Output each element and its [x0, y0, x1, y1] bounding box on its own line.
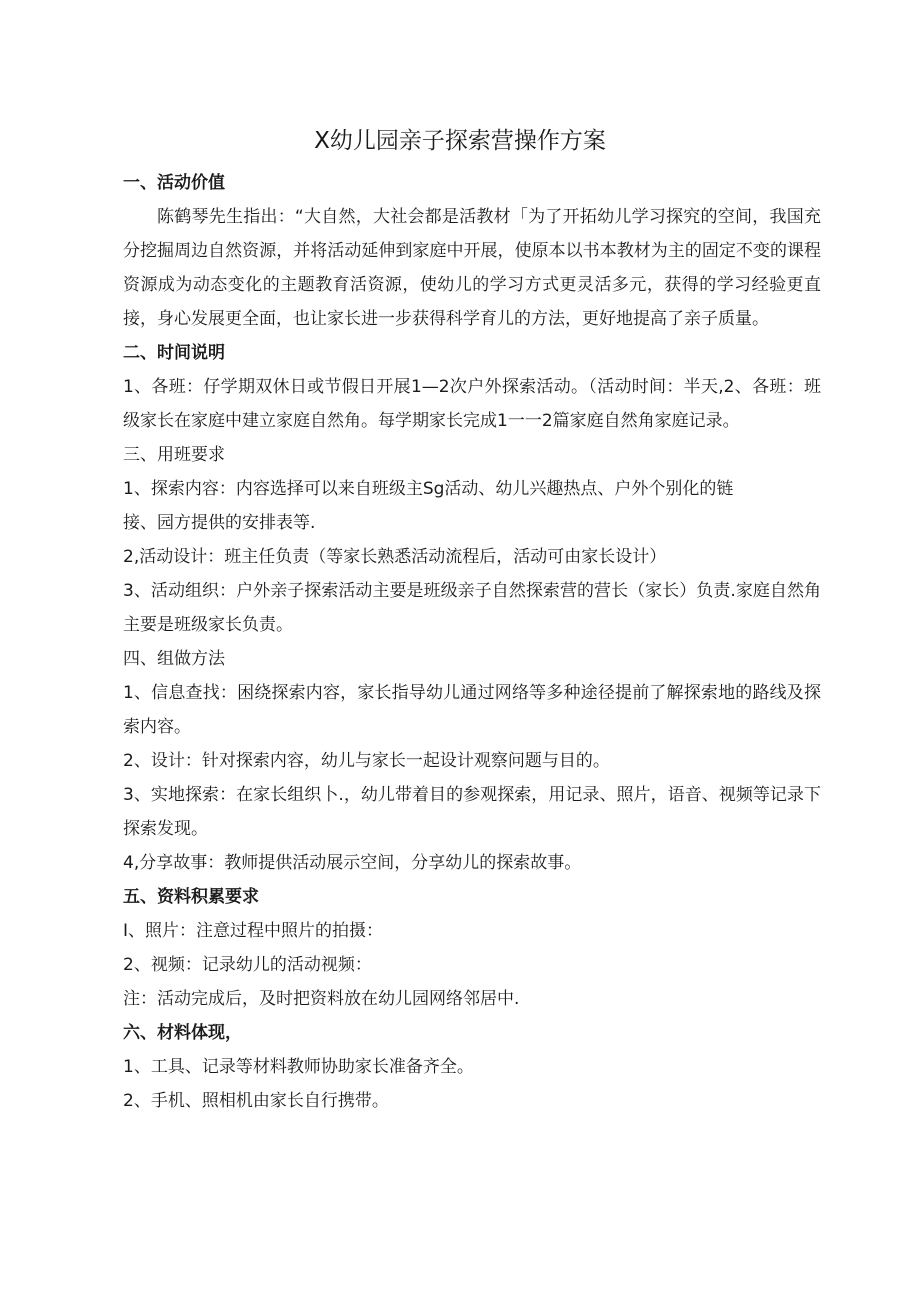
paragraph: 2,活动设计：班主任负责（等家长熟悉活动流程后，活动可由家长设计） [123, 547, 667, 567]
section-activity-value [123, 166, 821, 336]
paragraph-block [123, 914, 821, 1016]
paragraph: 3、实地探索：在家长组织卜.，幼儿带着目的参观探索，用记录、照片，语音、视频等记录下探索发现。 [123, 785, 821, 839]
paragraph-block [123, 1050, 821, 1118]
paragraph: 注：活动完成后，及时把资料放在幼儿园网络邻居中. [123, 989, 520, 1009]
section-materials [123, 1016, 821, 1118]
paragraph-block [123, 370, 821, 438]
section-class-requirements [123, 438, 821, 642]
paragraph: 接、园方提供的安排表等. [123, 513, 316, 533]
section-material-accumulation [123, 880, 821, 1016]
paragraph-block [123, 472, 821, 642]
section-heading: 五、资料积累要求 [123, 887, 259, 907]
paragraph: 1、工具、记录等材料教师协助家长准备齐全。 [123, 1057, 474, 1077]
paragraph-block [123, 200, 821, 336]
section-heading: 三、用班要求 [123, 445, 225, 465]
section-time-description [123, 336, 821, 438]
paragraph-block [123, 676, 821, 880]
paragraph: 1、各班：仔学期双休日或节假日开展1—2次户外探索活动。（活动时间：半天,2、各班：班级家长在家庭中建立家庭自然角。每学期家长完成1一一2篇家庭自然角家庭记录。 [123, 377, 821, 431]
section-heading: 四、组做方法 [123, 649, 225, 669]
section-heading: 六、材料体现， [123, 1023, 242, 1043]
section-heading: 二、时间说明 [123, 343, 225, 363]
paragraph: I、照片：注意过程中照片的拍摄： [123, 921, 384, 941]
paragraph: 陈鹤琴先生指出：“大自然，大社会都是活教材「为了开拓幼儿学习探究的空间，我国充分挖掘周边自然资源，并将活动延伸到家庭中开展，使原本以书本教材为主的固定不变的课程资源成为动态变化的主题教育活资源，使幼儿的学习方式更灵活多元，获得的学习经验更直接，身心发展更全面，也让家长进一步获得科学育儿的方法，更好地提高了亲子质量。 [123, 207, 821, 329]
section-heading: 一、活动价值 [123, 173, 225, 193]
section-organization-method [123, 642, 821, 880]
paragraph: 4,分享故事：教师提供活动展示空间，分享幼儿的探索故事。 [123, 853, 582, 873]
paragraph: 3、活动组织：户外亲子探索活动主要是班级亲子自然探索营的营长（家长）负责.家庭自然角主要是班级家长负责。 [123, 581, 821, 635]
paragraph: 2、设计：针对探索内容，幼儿与家长一起设计观察问题与目的。 [123, 751, 610, 771]
document-title: X幼儿园亲子探索营操作方案 [314, 128, 606, 154]
paragraph: 2、手机、照相机由家长自行携带。 [123, 1091, 389, 1111]
document-body [123, 166, 821, 1118]
paragraph: 1、信息查找：困绕探索内容，家长指导幼儿通过网络等多种途径提前了解探索地的路线及探索内容。 [123, 683, 821, 737]
paragraph: 2、视频：记录幼儿的活动视频： [123, 955, 372, 975]
paragraph: 1、探索内容：内容选择可以来自班级主Sg活动、幼儿兴趣热点、户外个别化的链 [123, 479, 734, 499]
